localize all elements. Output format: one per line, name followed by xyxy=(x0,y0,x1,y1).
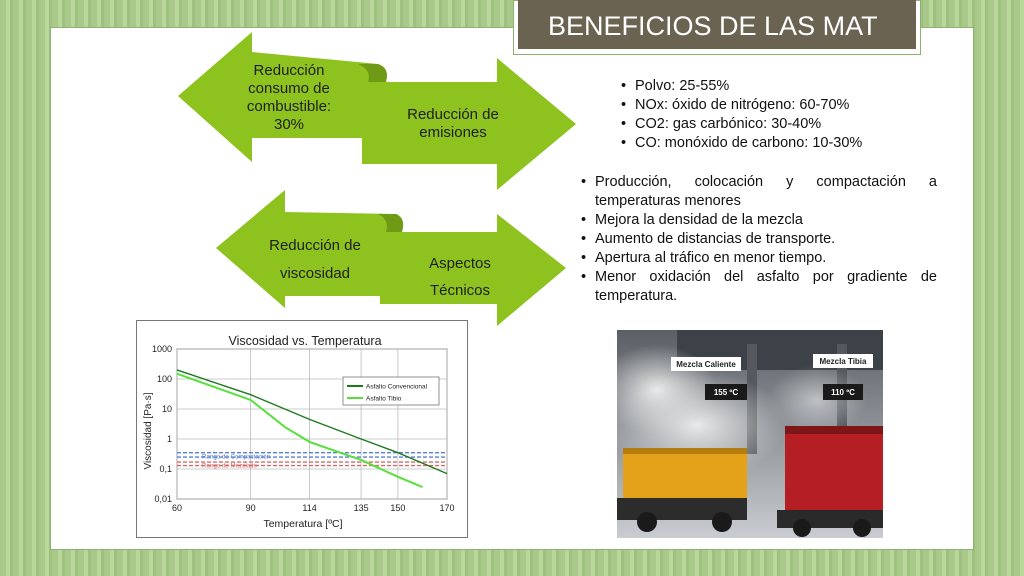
list-item: • CO2: gas carbónico: 30-40% xyxy=(617,115,917,134)
list-item: • NOx: óxido de nitrógeno: 60-70% xyxy=(617,96,917,115)
y-axis-label: Viscosidad [Pa·s] xyxy=(143,392,154,470)
chart-canvas xyxy=(137,321,467,537)
trucks-photo xyxy=(617,330,883,538)
list-item: • CO: monóxido de carbono: 10-30% xyxy=(617,134,917,153)
x-tick-label: 60 xyxy=(171,503,183,513)
hot-mix-label: Mezcla Caliente xyxy=(676,360,736,369)
y-tick-label: 0,1 xyxy=(159,464,172,474)
technical-label: Aspectos Técnicos xyxy=(429,255,491,299)
list-item: • Mejora la densidad de la mezcla xyxy=(577,211,937,230)
hot-mix-temp: 155 ºC xyxy=(713,388,739,397)
x-tick-label: 170 xyxy=(439,503,455,513)
y-tick-label: 1000 xyxy=(151,344,172,354)
fuel-reduction-label: Reducción consumo de combustible: 30% xyxy=(246,62,332,133)
y-tick-label: 0,01 xyxy=(154,494,172,504)
viscosity-chart xyxy=(136,320,468,538)
list-item: • Menor oxidación del asfalto por gradiente de temperatura. xyxy=(577,268,937,306)
emissions-list xyxy=(617,77,917,153)
technical-list xyxy=(577,173,937,306)
x-axis-label: Temperatura [ºC] xyxy=(263,518,343,530)
x-tick-label: 114 xyxy=(302,503,317,513)
y-tick-label: 1 xyxy=(166,434,172,444)
y-tick-label: 10 xyxy=(161,404,172,414)
plot-area xyxy=(177,349,447,499)
list-item: • Polvo: 25-55% xyxy=(617,77,917,96)
legend-entry: Asfalto Tibio xyxy=(366,395,402,403)
band-label: Rango de Mezclado xyxy=(202,462,258,470)
list-item: • Apertura al tráfico en menor tiempo. xyxy=(577,249,937,268)
band-label: Rango de Compactación xyxy=(202,453,271,461)
emissions-label: Reducción de emisiones xyxy=(407,106,499,141)
x-tick-label: 90 xyxy=(245,503,256,513)
x-tick-label: 150 xyxy=(390,503,406,513)
viscosity-label: Reducción de viscosidad xyxy=(269,237,361,282)
legend-entry: Asfalto Convencional xyxy=(366,383,428,391)
chart-title: Viscosidad vs. Temperatura xyxy=(228,334,382,348)
trucks-illustration xyxy=(617,330,883,538)
x-tick-label: 135 xyxy=(353,503,369,513)
y-tick-label: 100 xyxy=(156,374,172,384)
list-item: • Producción, colocación y compactación a temperaturas menores xyxy=(577,173,937,211)
warm-mix-label: Mezcla Tibia xyxy=(819,357,867,366)
warm-mix-temp: 110 ºC xyxy=(831,388,855,397)
list-item: • Aumento de distancias de transporte. xyxy=(577,230,937,249)
slide-title: BENEFICIOS DE LAS MAT xyxy=(518,0,916,49)
